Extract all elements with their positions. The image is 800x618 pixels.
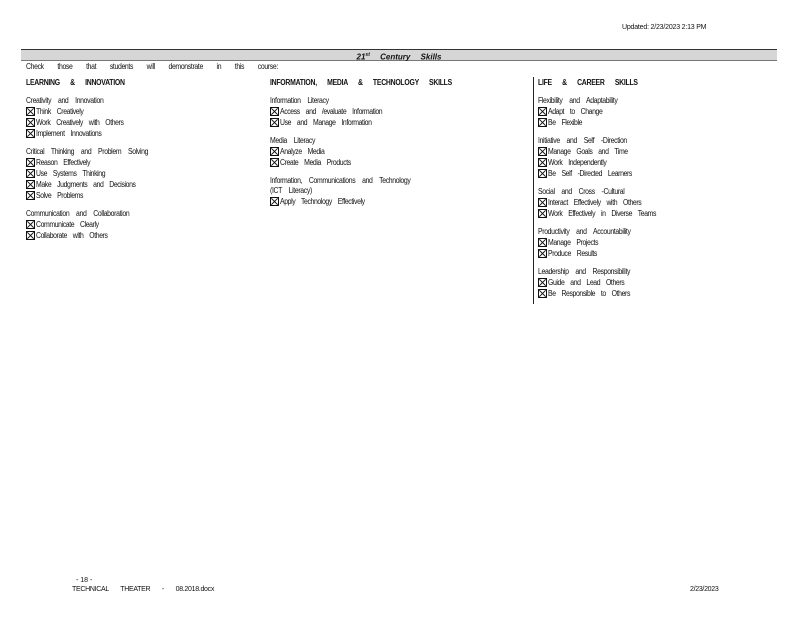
skill-group-subtitle: (ICT Literacy)	[270, 186, 312, 195]
checked-checkbox-icon[interactable]	[538, 169, 547, 178]
skill-group-title: Leadership and Responsibility	[538, 267, 631, 276]
skill-group-title: Information, Communications and Technology	[270, 176, 411, 185]
checked-checkbox-icon[interactable]	[270, 197, 279, 206]
skill-item-label: Solve Problems	[36, 190, 84, 200]
skill-item-label: Reason Effectively	[36, 157, 91, 167]
banner-title-superscript: st	[365, 52, 370, 58]
skill-item[interactable]	[26, 179, 168, 190]
skill-item-label: Guide and Lead Others	[548, 277, 625, 287]
skill-item-label: Be Responsible to Others	[548, 288, 631, 298]
skill-group-title: Media Literacy	[270, 136, 316, 145]
skill-group-title: Flexibility and Adaptability	[538, 96, 618, 105]
updated-timestamp: Updated: 2/23/2023 2:13 PM	[622, 24, 707, 31]
checked-checkbox-icon[interactable]	[270, 147, 279, 156]
skill-item[interactable]	[270, 157, 482, 168]
skill-group	[538, 267, 674, 299]
skill-item[interactable]	[538, 248, 674, 259]
skill-item[interactable]	[26, 168, 168, 179]
skill-group-title: Initiative and Self -Direction	[538, 136, 627, 145]
checked-checkbox-icon[interactable]	[26, 180, 35, 189]
skill-group	[270, 96, 482, 128]
skill-group	[538, 227, 674, 259]
column-divider	[533, 77, 534, 304]
column-heading: INFORMATION, MEDIA & TECHNOLOGY SKILLS	[270, 78, 452, 87]
skill-item-label: Interact Effectively with Others	[548, 197, 642, 207]
skill-item[interactable]	[26, 230, 168, 241]
footer-document-name: TECHNICAL THEATER - 08.2018.docx	[72, 586, 215, 593]
checked-checkbox-icon[interactable]	[538, 158, 547, 167]
skill-item-label: Apply Technology Effectively	[280, 196, 365, 206]
checked-checkbox-icon[interactable]	[538, 249, 547, 258]
skill-group	[538, 136, 674, 179]
skill-item[interactable]	[270, 146, 482, 157]
checked-checkbox-icon[interactable]	[270, 158, 279, 167]
skill-item[interactable]	[538, 197, 674, 208]
page-number: - 18 -	[76, 577, 93, 584]
skill-item-label: Produce Results	[548, 248, 597, 258]
skill-item[interactable]	[538, 237, 674, 248]
checked-checkbox-icon[interactable]	[270, 118, 279, 127]
skill-item[interactable]	[26, 157, 168, 168]
skill-item-label: Be Flexible	[548, 117, 583, 127]
skill-group-title: Critical Thinking and Problem Solving	[26, 147, 149, 156]
skill-item-label: Work Effectively in Diverse Teams	[548, 208, 657, 218]
skill-item-label: Think Creatively	[36, 106, 84, 116]
skill-item-label: Manage Projects	[548, 237, 599, 247]
banner-title	[21, 50, 777, 63]
skill-item-label: Work Creatively with Others	[36, 117, 124, 127]
skill-item[interactable]	[538, 288, 674, 299]
skill-group-title: Information Literacy	[270, 96, 329, 105]
skill-item-label: Make Judgments and Decisions	[36, 179, 136, 189]
checked-checkbox-icon[interactable]	[26, 220, 35, 229]
skill-item-label: Access and /evaluate Information	[280, 106, 383, 116]
skill-group	[270, 136, 482, 168]
skill-item-label: Use and Manage Information	[280, 117, 372, 127]
skills-banner	[21, 49, 777, 61]
skill-group	[26, 209, 168, 241]
footer-date: 2/23/2023	[690, 586, 719, 593]
column-heading: LEARNING & INNOVATION	[26, 78, 125, 87]
column-heading: LIFE & CAREER SKILLS	[538, 78, 638, 87]
skill-group	[538, 187, 674, 219]
checked-checkbox-icon[interactable]	[26, 118, 35, 127]
checked-checkbox-icon[interactable]	[26, 231, 35, 240]
learning-innovation-column	[26, 78, 168, 241]
skill-item[interactable]	[26, 190, 168, 201]
skill-item[interactable]	[538, 168, 674, 179]
skill-item-label: Create Media Products	[280, 157, 351, 167]
skill-group-title: Creativity and Innovation	[26, 96, 104, 105]
life-career-column	[538, 78, 674, 299]
skill-item[interactable]	[538, 277, 674, 288]
skill-item[interactable]	[270, 196, 482, 207]
skill-item-label: Analyze Media	[280, 146, 325, 156]
skill-item-label: Adapt to Change	[548, 106, 603, 116]
skill-item-label: Use Systems Thinking	[36, 168, 106, 178]
skill-item[interactable]	[538, 208, 674, 219]
skill-item[interactable]	[270, 106, 482, 117]
skill-item-label: Implement Innovations	[36, 128, 102, 138]
checked-checkbox-icon[interactable]	[26, 158, 35, 167]
banner-title-number: 21	[356, 52, 366, 62]
checked-checkbox-icon[interactable]	[26, 129, 35, 138]
skill-item[interactable]	[538, 106, 674, 117]
skill-group	[538, 96, 674, 128]
skill-item[interactable]	[26, 128, 168, 139]
skill-item[interactable]	[26, 117, 168, 128]
skill-item[interactable]	[26, 219, 168, 230]
checked-checkbox-icon[interactable]	[538, 238, 547, 247]
checked-checkbox-icon[interactable]	[26, 191, 35, 200]
skill-group-title: Social and Cross -Cultural	[538, 187, 625, 196]
skill-group	[270, 176, 482, 207]
skill-item[interactable]	[538, 157, 674, 168]
checked-checkbox-icon[interactable]	[538, 289, 547, 298]
skill-item[interactable]	[26, 106, 168, 117]
intro-instruction: Check those that students will demonstrate in this course:	[26, 62, 278, 71]
checked-checkbox-icon[interactable]	[538, 147, 547, 156]
skill-item-label: Collaborate with Others	[36, 230, 108, 240]
banner-title-text: Century Skills	[380, 52, 442, 62]
skill-item[interactable]	[538, 117, 674, 128]
skill-item[interactable]	[538, 146, 674, 157]
checked-checkbox-icon[interactable]	[26, 107, 35, 116]
checked-checkbox-icon[interactable]	[270, 107, 279, 116]
checked-checkbox-icon[interactable]	[538, 209, 547, 218]
skill-item-label: Manage Goals and Time	[548, 146, 628, 156]
skill-group-title: Communication and Collaboration	[26, 209, 130, 218]
skill-group	[26, 96, 168, 139]
skill-item-label: Be Self -Directed Learners	[548, 168, 632, 178]
checked-checkbox-icon[interactable]	[538, 198, 547, 207]
skill-item-label: Work Independently	[548, 157, 607, 167]
checked-checkbox-icon[interactable]	[538, 118, 547, 127]
checked-checkbox-icon[interactable]	[538, 107, 547, 116]
skill-group-title: Productivity and Accountability	[538, 227, 631, 236]
skill-item-label: Communicate Clearly	[36, 219, 99, 229]
checked-checkbox-icon[interactable]	[26, 169, 35, 178]
skill-group	[26, 147, 168, 201]
skill-item[interactable]	[270, 117, 482, 128]
information-media-technology-column	[270, 78, 482, 207]
checked-checkbox-icon[interactable]	[538, 278, 547, 287]
